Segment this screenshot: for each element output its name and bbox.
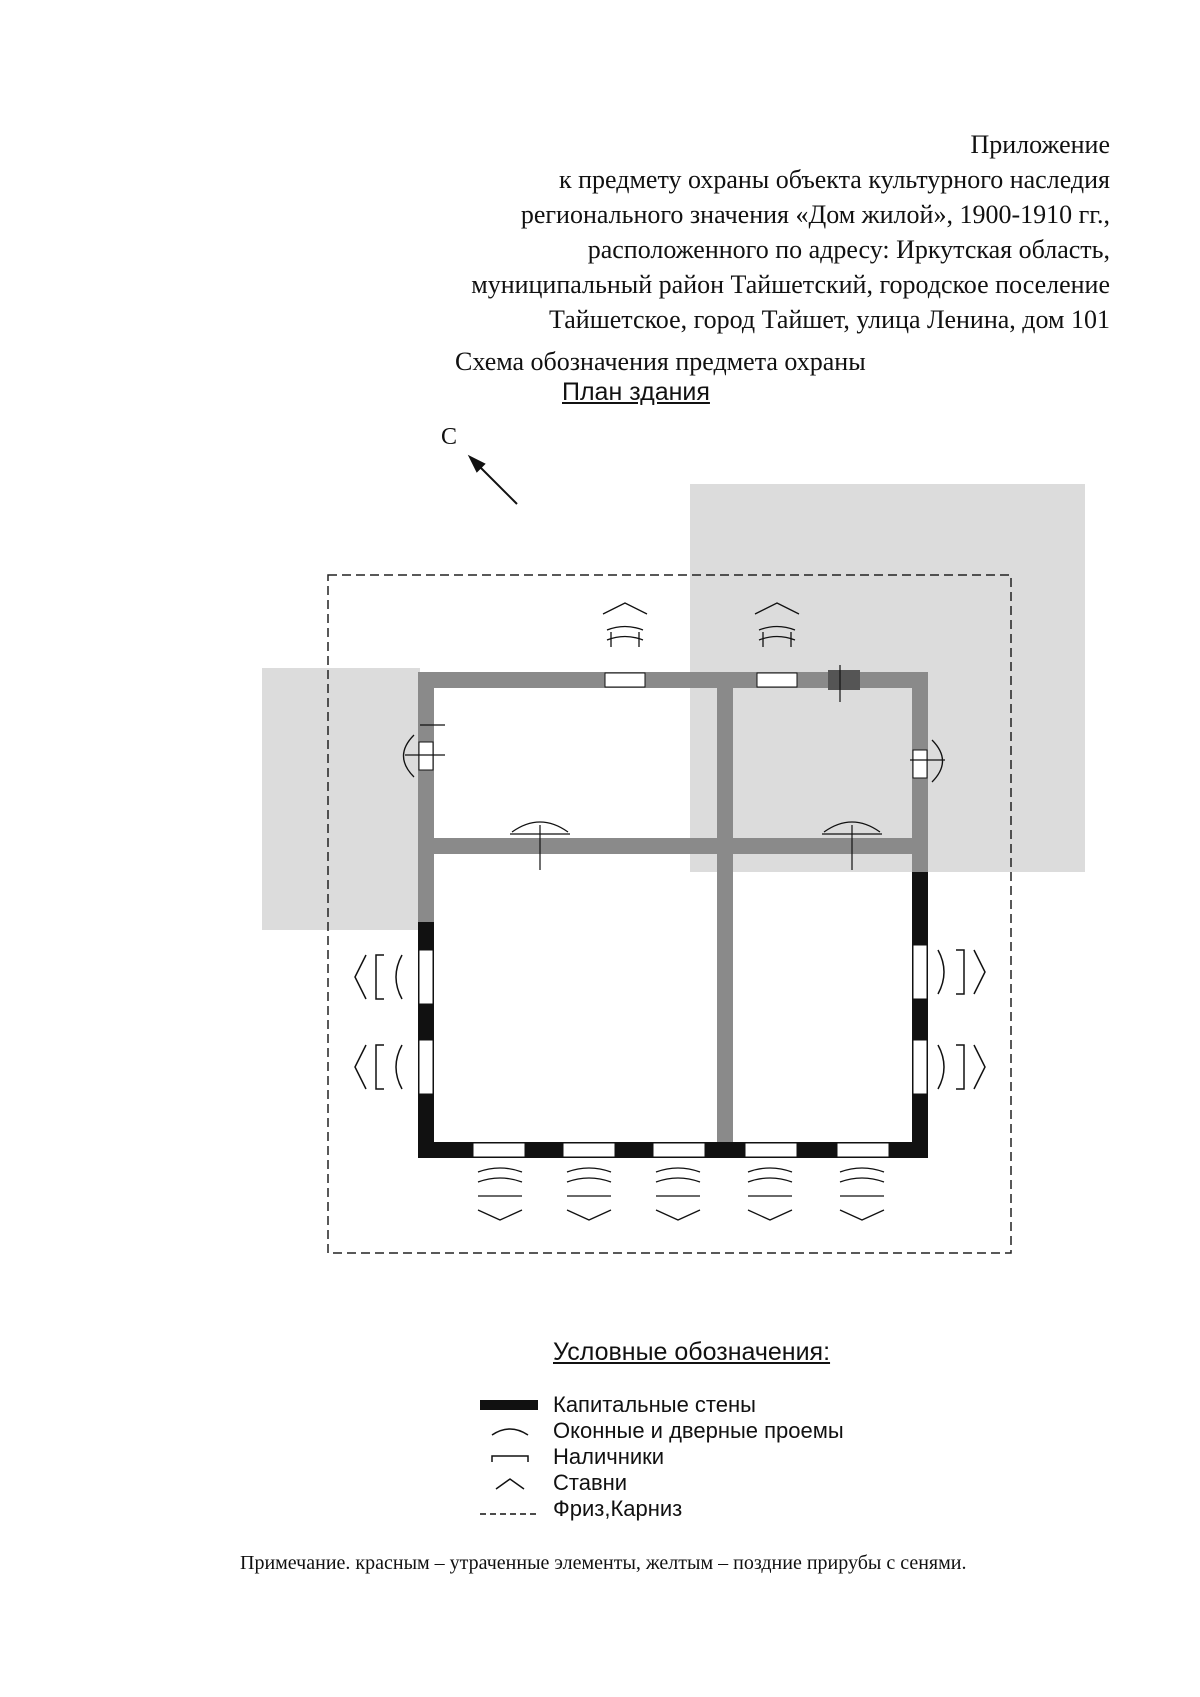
bottom-window-trims	[478, 1168, 884, 1220]
dashed-frieze-icon	[478, 1498, 540, 1520]
legend-label: Фриз,Карниз	[553, 1496, 683, 1521]
footnote: Примечание. красным – утраченные элементы, желтым – поздние прирубы с сенями.	[240, 1552, 967, 1574]
right-window-trims	[938, 950, 985, 1089]
arc-opening-icon	[478, 1420, 540, 1442]
header-line: к предмету охраны объекта культурного наследия	[558, 165, 1110, 194]
north-arrow-icon	[470, 457, 517, 504]
header-line: Приложение	[970, 130, 1110, 159]
bracket-trim-icon	[478, 1446, 540, 1468]
capital-walls	[418, 872, 928, 1158]
legend-label: Ставни	[553, 1470, 628, 1495]
legend-label: Оконные и дверные проемы	[553, 1418, 844, 1443]
legend-label: Наличники	[553, 1444, 665, 1469]
plan-title: План здания	[562, 378, 710, 406]
scheme-title: Схема обозначения предмета охраны	[455, 347, 866, 376]
solid-wall-icon	[478, 1394, 540, 1416]
header-line: Тайшетское, город Тайшет, улица Ленина, дом 101	[549, 305, 1110, 334]
chevron-shutter-icon	[478, 1472, 540, 1494]
header-line: муниципальный район Тайшетский, городское поселение	[471, 270, 1110, 299]
header-line: регионального значения «Дом жилой», 1900-1910 гг.,	[520, 200, 1110, 229]
late-extension-zones	[262, 484, 1085, 930]
north-label: С	[441, 424, 458, 450]
left-window-trims	[355, 955, 402, 1089]
legend-title: Условные обозначения:	[553, 1338, 831, 1366]
header-line: расположенного по адресу: Иркутская область,	[587, 235, 1110, 264]
legend-label: Капитальные стены	[553, 1392, 756, 1417]
